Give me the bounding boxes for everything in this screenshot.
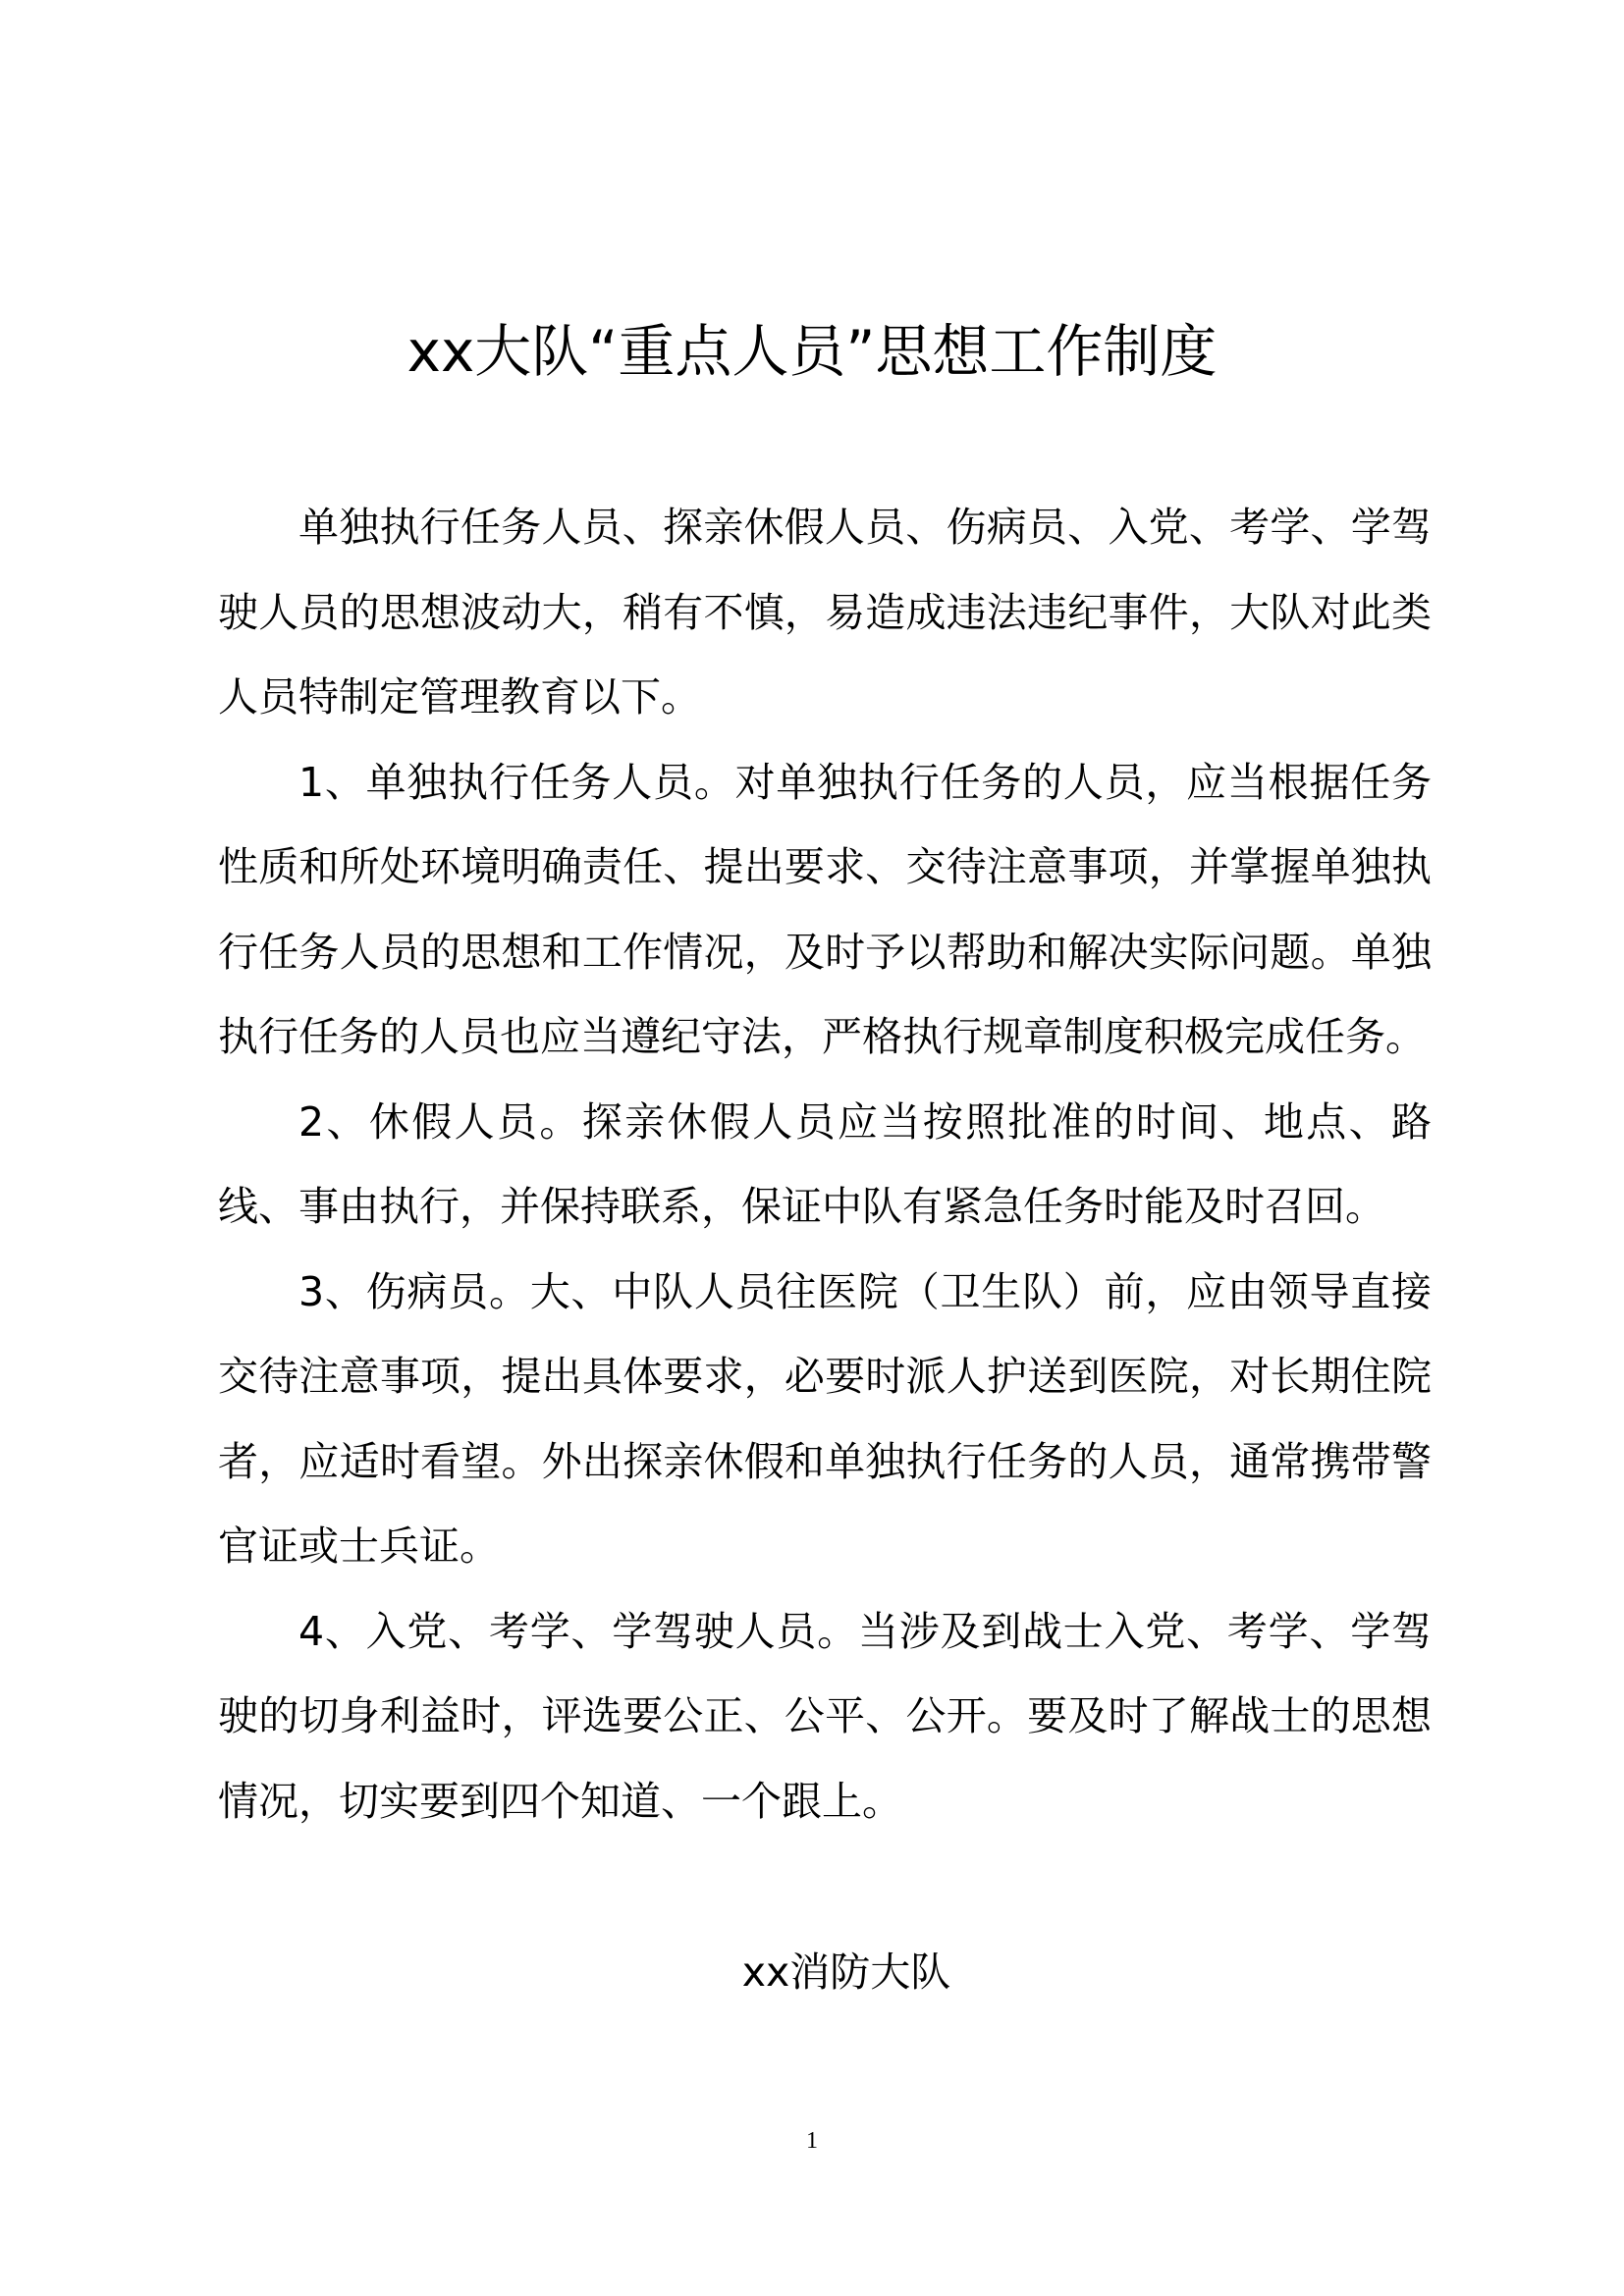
rule-1-paragraph: 1、单独执行任务人员。对单独执行任务的人员，应当根据任务性质和所处环境明确责任、提出要求、交待注意事项，并掌握单独执行任务人员的思想和工作情况，及时予以帮助和解决实际问题。单独执行任务的人员也应当遵纪守法，严格执行规章制度积极完成任务。 bbox=[218, 758, 1432, 1060]
signature: xx消防大队 bbox=[741, 1949, 951, 1996]
rule-3-paragraph: 3、伤病员。大、中队人员往医院（卫生队）前，应由领导直接交待注意事项，提出具体要求，必要时派人护送到医院，对长期住院者，应适时看望。外出探亲休假和单独执行任务的人员，通常携带警官证或士兵证。 bbox=[218, 1267, 1432, 1570]
document-title: xx大队“重点人员”思想工作制度 bbox=[406, 318, 1218, 385]
rule-2-paragraph: 2、休假人员。探亲休假人员应当按照批准的时间、地点、路线、事由执行，并保持联系，保证中队有紧急任务时能及时召回。 bbox=[218, 1097, 1432, 1230]
document-body bbox=[218, 485, 1432, 1843]
rule-4-paragraph: 4、入党、考学、学驾驶人员。当涉及到战士入党、考学、学驾驶的切身利益时，评选要公正、公平、公开。要及时了解战士的思想情况，切实要到四个知道、一个跟上。 bbox=[218, 1607, 1432, 1825]
intro-paragraph: 单独执行任务人员、探亲休假人员、伤病员、入党、考学、学驾驶人员的思想波动大，稍有不慎，易造成违法违纪事件，大队对此类人员特制定管理教育以下。 bbox=[218, 504, 1432, 721]
page-number: 1 bbox=[806, 2128, 818, 2154]
